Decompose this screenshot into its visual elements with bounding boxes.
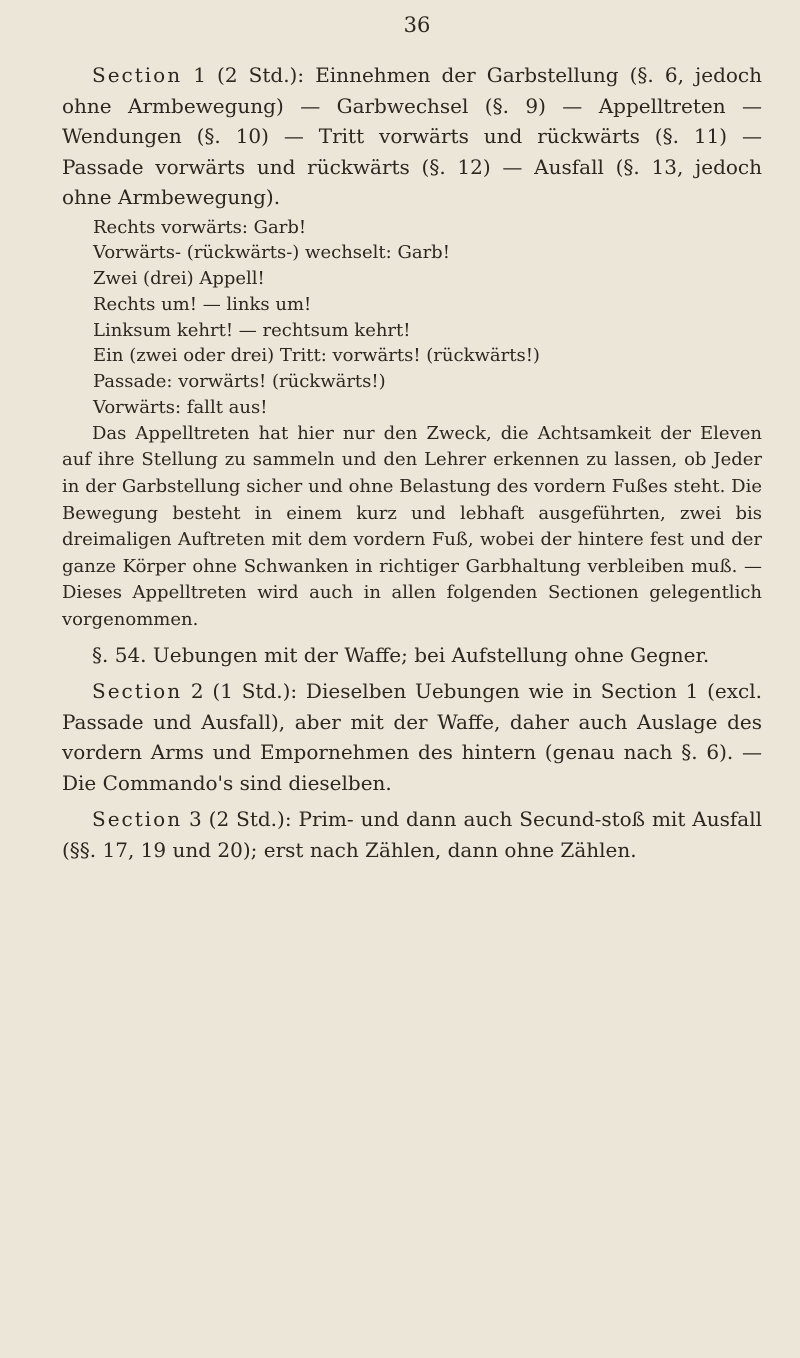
page-number: 36 bbox=[403, 13, 431, 37]
section-1-label: Section bbox=[92, 63, 183, 87]
section-3-paragraph bbox=[62, 804, 762, 865]
section-3-text: 3 (2 Std.): Prim- und dann auch Secund-stoß mit Ausfall (§§. 17, 19 und 20); erst nach Zählen, dann ohne Zählen. bbox=[62, 807, 763, 862]
command-item: Rechts vorwärts: Garb! bbox=[93, 216, 307, 238]
section-3-label: Section bbox=[92, 807, 183, 832]
section-2-label: Section bbox=[92, 679, 183, 704]
section-2-text: 2 (1 Std.): Dieselben Uebungen wie in Section 1 (excl. Passade und Ausfall), aber mit der Waffe, daher auch Auslage des vordern Arms und Empornehmen des hintern (genau nach §. 6). — Die Commando's sind dieselben. bbox=[62, 679, 763, 795]
command-item: Ein (zwei oder drei) Tritt: vorwärts! (rückwärts!) bbox=[93, 345, 540, 367]
appell-paragraph: Das Appelltreten hat hier nur den Zweck, die Achtsamkeit der Eleven auf ihre Stellung zu sammeln und den Lehrer erkennen zu lassen, ob Jeder in der Garbstellung sicher und ohne Belastung des vordern Fußes steht. Die Bewegung besteht in einem kurz und lebhaft ausgeführten, zwei bis dreimaligen Auftreten mit dem vordern Fuß, wobei der hintere fest und der ganze Körper ohne Schwanken in richtiger Garbhaltung verbleiben muß. — Dieses Appelltreten wird auch in allen folgenden Sectionen gelegentlich vorgenommen. bbox=[62, 422, 762, 631]
command-item: Zwei (drei) Appell! bbox=[93, 268, 265, 290]
command-item: Linksum kehrt! — rechtsum kehrt! bbox=[93, 319, 411, 341]
command-list bbox=[62, 215, 762, 421]
command-item: Vorwärts: fallt aus! bbox=[93, 397, 268, 419]
paragraph-54-heading: §. 54. Uebungen mit der Waffe; bei Aufstellung ohne Gegner. bbox=[92, 642, 710, 667]
command-item: Rechts um! — links um! bbox=[93, 293, 312, 315]
command-item: Vorwärts- (rückwärts-) wechselt: Garb! bbox=[93, 242, 450, 264]
command-item: Passade: vorwärts! (rückwärts!) bbox=[93, 371, 386, 393]
section-2-paragraph bbox=[62, 676, 762, 798]
section-1-paragraph bbox=[62, 60, 762, 213]
section-1-text: 1 (2 Std.): Einnehmen der Garbstellung (§. 6, jedoch ohne Armbewegung) — Garbwechsel (§. 9) — Appelltreten — Wendungen (§. 10) — Tritt vorwärts und rückwärts (§. 11) — Passade vorwärts und rückwärts (§. 12) — Ausfall (§. 13, jedoch ohne Armbewegung). bbox=[62, 63, 763, 209]
